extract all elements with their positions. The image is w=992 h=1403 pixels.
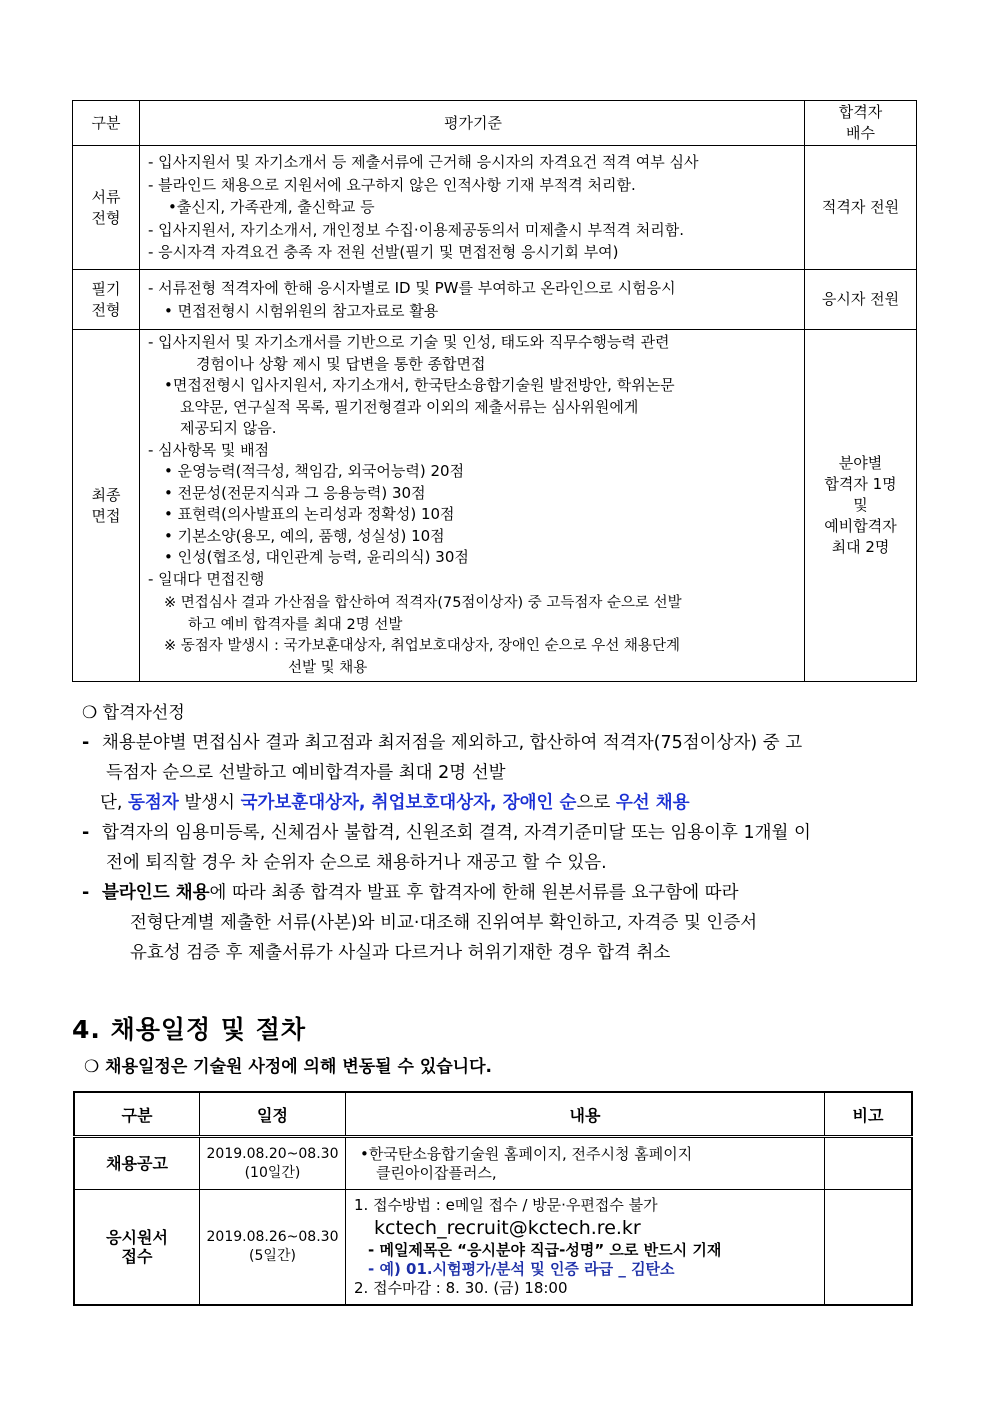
- row-category: 최종 면접: [73, 330, 140, 682]
- row-criteria: - 입사지원서 및 자기소개서를 기반으로 기술 및 인성, 태도와 직무수행능력 관련 경험이나 상황 제시 및 답변을 통한 종합면접 •면접전형시 입사지원서, 자기소개서, 한국탄소융합기술원 발전방안, 학위논문 요약문, 연구실적 목록, 필기전형결과 이외의 제출서류는 심사위원에게 제공되지 않음. - 심사항목 및 배점 • 운영능력(적극성, 책임감, 외국어능력) 20점 • 전문성(전문지식과 그 응용능력) 30점 • 표현력(의사발표의 논리성과 정확성) 10점 • 기본소양(용모, 예의, 품행, 성실성) 10점 • 인성(협조성, 대인관계 능력, 윤리의식) 30점 - 일대다 면접진행 ※ 면접심사 결과 가산점을 합산하여 적격자(75점이상자) 중 고득점자 순으로 선발 하고 예비 합격자를 최대 2명 선발 ※ 동점자 발생시 : 국가보훈대상자, 취업보호대상자, 장애인 순으로 우선 채용단계 선발 및 채용: [140, 330, 805, 682]
- recruit-email: kctech_recruit@kctech.re.kr: [374, 1216, 641, 1239]
- evaluation-table: [72, 100, 917, 682]
- schedule-table: [73, 1091, 913, 1306]
- row-content: •한국탄소융합기술원 홈페이지, 전주시청 홈페이지 클린아이잡플러스,: [346, 1137, 825, 1190]
- header-content: 내용: [346, 1092, 825, 1137]
- row-date: 2019.08.26~08.30 (5일간): [200, 1190, 346, 1305]
- table-row: [73, 270, 917, 330]
- row-content: 1. 접수방법 : e메일 접수 / 방문·우편접수 불가 kctech_recruit@kctech.re.kr - 메일제목은 “응시분야 직급-성명” 으로 반드시 기재 - 예) 01.시험평가/분석 및 인증 라급 _ 김탄소 2. 접수마감 : 8. 30. (금) 18:00: [346, 1190, 825, 1305]
- selection-paragraph: - 블라인드 채용에 따라 최종 합격자 발표 후 합격자에 한해 원본서류를 요구함에 따라: [82, 883, 739, 903]
- selection-paragraph: - 합격자의 임용미등록, 신체검사 불합격, 신원조회 결격, 자격기준미달 또는 임용이후 1개월 이: [82, 823, 811, 843]
- header-category: 구분: [74, 1092, 200, 1137]
- table-header-row: [74, 1092, 912, 1137]
- row-category: 서류 전형: [73, 146, 140, 270]
- row-category: 필기 전형: [73, 270, 140, 330]
- row-remark: [825, 1190, 913, 1305]
- table-header-row: [73, 101, 917, 146]
- table-row: [74, 1190, 912, 1305]
- table-row: [74, 1137, 912, 1190]
- header-remark: 비고: [825, 1092, 913, 1137]
- table-row: [73, 330, 917, 682]
- row-remark: [825, 1137, 913, 1190]
- tie-rule: 단, 동점자 발생시 국가보훈대상자, 취업보호대상자, 장애인 순으로 우선 채용: [100, 793, 690, 813]
- header-date: 일정: [200, 1092, 346, 1137]
- section-note: ❍ 채용일정은 기술원 사정에 의해 변동될 수 있습니다.: [84, 1057, 492, 1077]
- header-ratio: 합격자 배수: [805, 101, 917, 146]
- row-category: 채용공고: [74, 1137, 200, 1190]
- row-ratio: 분야별 합격자 1명 및 예비합격자 최대 2명: [805, 330, 917, 682]
- row-ratio: 적격자 전원: [805, 146, 917, 270]
- row-criteria: - 서류전형 적격자에 한해 응시자별로 ID 및 PW를 부여하고 온라인으로 시험응시 • 면접전형시 시험위원의 참고자료로 활용: [140, 270, 805, 330]
- row-criteria: - 입사지원서 및 자기소개서 등 제출서류에 근거해 응시자의 자격요건 적격 여부 심사 - 블라인드 채용으로 지원서에 요구하지 않은 인적사항 기재 부적격 처리함. •출신지, 가족관계, 출신학교 등 - 입사지원서, 자기소개서, 개인정보 수집·이용제공동의서 미제출시 부적격 처리함. - 응시자격 자격요건 충족 자 전원 선발(필기 및 면접전형 응시기회 부여): [140, 146, 805, 270]
- row-ratio: 응시자 전원: [805, 270, 917, 330]
- selection-paragraph: - 채용분야별 면접심사 결과 최고점과 최저점을 제외하고, 합산하여 적격자(75점이상자) 중 고: [82, 733, 803, 753]
- selection-section: ❍ 합격자선정 - 채용분야별 면접심사 결과 최고점과 최저점을 제외하고, 합산하여 적격자(75점이상자) 중 고 득점자 순으로 선발하고 예비합격자를 최대 2명 선발 단, 동점자 발생시 국가보훈대상자, 취업보호대상자, 장애인 순으로 우선 채용 - 합격자의 임용미등록, 신체검사 불합격, 신원조회 결격, 자격기준미달 또는 임용이후 1개월 이 전에 퇴직할 경우 차 순위자 순으로 채용하거나 재공고 할 수 있음. - 블라인드 채용에 따라 최종 합격자 발표 후 합격자에 한해 원본서류를 요구함에 따라 전형단계별 제출한 서류(사본)와 비교·대조해 진위여부 확인하고, 자격증 및 인증서 유효성 검증 후 제출서류가 사실과 다르거나 허위기재한 경우 합격 취소: [82, 698, 922, 968]
- row-date: 2019.08.20~08.30 (10일간): [200, 1137, 346, 1190]
- header-criteria: 평가기준: [140, 101, 805, 146]
- header-category: 구분: [73, 101, 140, 146]
- selection-title: ❍ 합격자선정: [82, 703, 185, 723]
- row-category: 응시원서 접수: [74, 1190, 200, 1305]
- table-row: [73, 146, 917, 270]
- section-heading: 4. 채용일정 및 절차: [72, 1015, 307, 1044]
